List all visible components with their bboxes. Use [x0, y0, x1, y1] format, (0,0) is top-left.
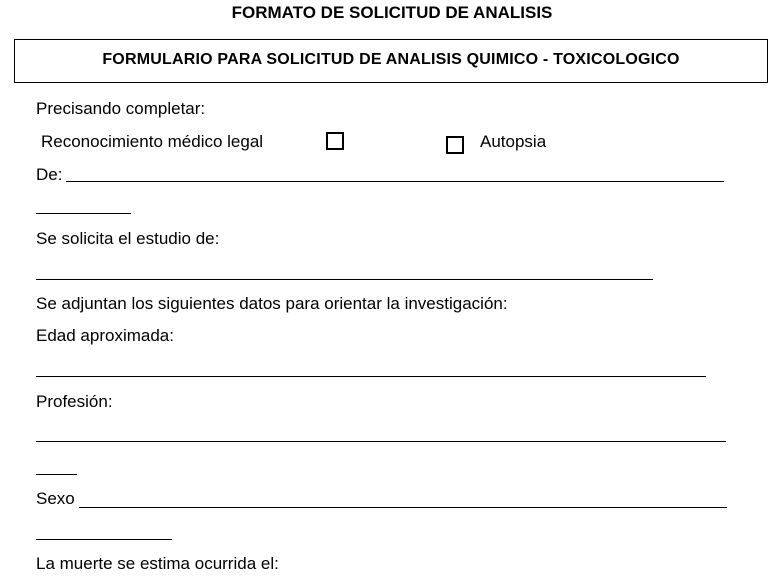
autopsia-checkbox[interactable] [446, 136, 464, 154]
sexo-input-line[interactable] [79, 507, 727, 508]
muerte-label: La muerte se estima ocurrida el: [36, 554, 279, 573]
de-label: De: [36, 165, 63, 184]
edad-label: Edad aproximada: [36, 326, 174, 345]
adjuntan-label: Se adjuntan los siguientes datos para orientar la investigación: [36, 294, 508, 313]
estudio-input-line[interactable] [36, 279, 653, 280]
profesion-input-line[interactable] [36, 441, 726, 442]
form-title: FORMULARIO PARA SOLICITUD DE ANALISIS QUIMICO - TOXICOLOGICO [102, 51, 680, 68]
document-title: FORMATO DE SOLICITUD DE ANALISIS [231, 3, 553, 22]
sexo-label: Sexo [36, 489, 75, 508]
sexo-input-line-continued[interactable] [36, 539, 172, 540]
estudio-label: Se solicita el estudio de: [36, 229, 220, 248]
precisando-label: Precisando completar: [36, 99, 206, 118]
de-input-line-continued[interactable] [36, 213, 131, 214]
edad-input-line[interactable] [36, 376, 706, 377]
option-medico-legal-label: Reconocimiento médico legal [41, 132, 264, 151]
de-input-line[interactable] [66, 181, 724, 182]
option-autopsia-label: Autopsia [480, 132, 547, 151]
profesion-label: Profesión: [36, 392, 113, 411]
profesion-input-line-continued[interactable] [36, 474, 77, 475]
form-title-box [14, 39, 768, 83]
medico-legal-checkbox[interactable] [326, 132, 344, 150]
